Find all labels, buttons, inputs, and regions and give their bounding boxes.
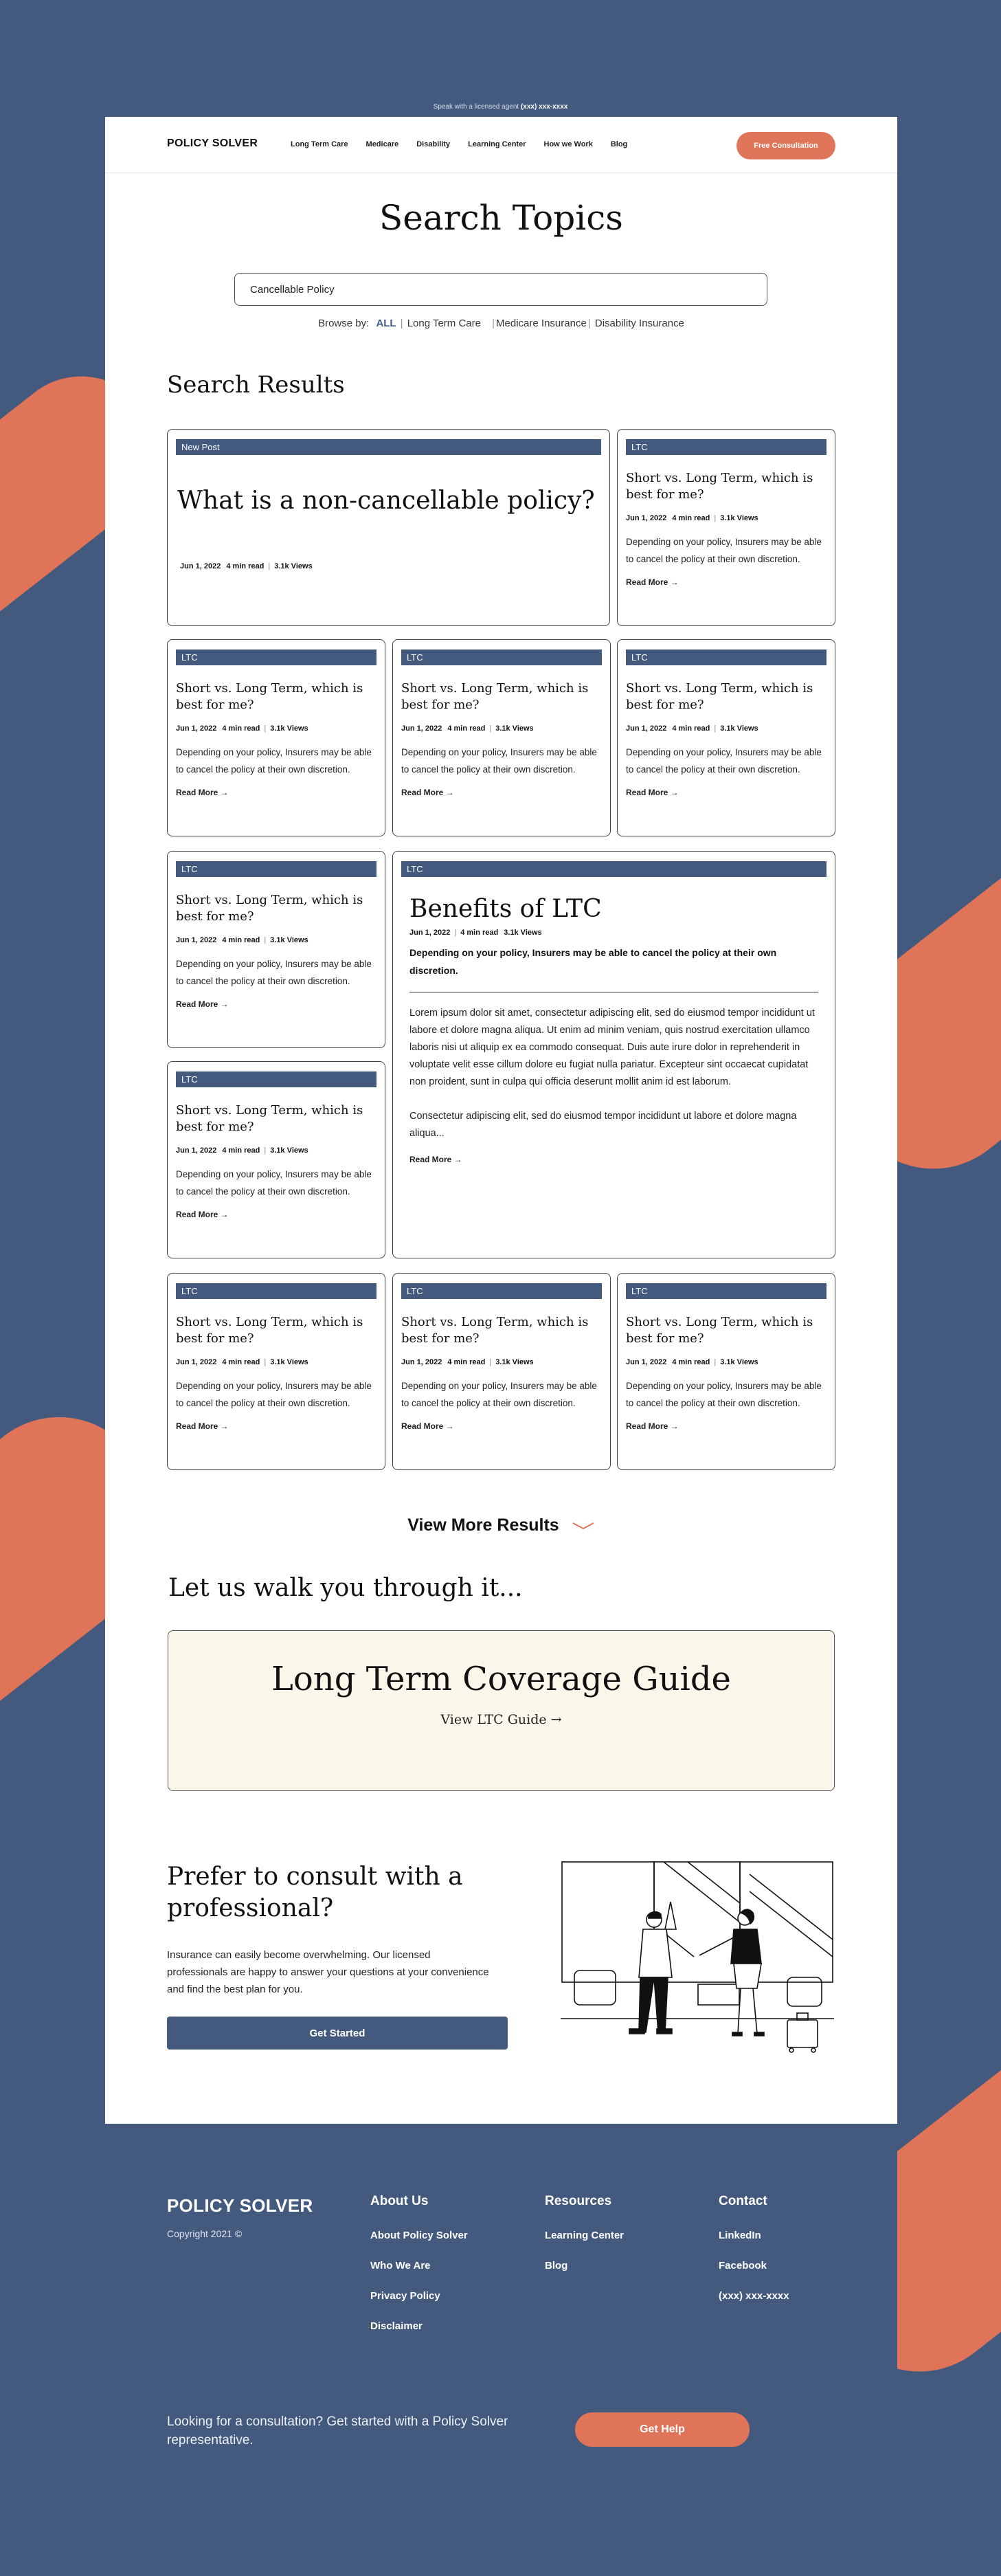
card-read-more-link[interactable]: Read More → xyxy=(626,577,679,587)
card-tag: LTC xyxy=(176,1072,376,1087)
card-read-time: 4 min read xyxy=(447,1358,486,1366)
footer-link-disclaimer[interactable]: Disclaimer xyxy=(370,2320,423,2332)
benefits-body xyxy=(409,1005,818,1142)
card-meta: Jun 1, 2022 4 min read | 3.1k Views xyxy=(626,514,758,522)
nav-disability[interactable]: Disability xyxy=(416,140,451,148)
card-excerpt: Depending on your policy, Insurers may be able to cancel the policy at their own discretion. xyxy=(176,959,372,986)
browse-filter: Browse by: ALL | Long Term Care | Medicare Insurance | Disability Insurance xyxy=(318,318,684,329)
card-tag: LTC xyxy=(626,1283,826,1299)
footer-link-who-we-are[interactable]: Who We Are xyxy=(370,2260,431,2272)
top-announcement xyxy=(0,103,1001,111)
card-date: Jun 1, 2022 xyxy=(176,1358,217,1366)
footer-about-column xyxy=(370,2194,468,2351)
site-logo[interactable]: POLICY SOLVER xyxy=(167,137,258,149)
ltc-card[interactable] xyxy=(617,639,835,836)
footer-contact-heading: Contact xyxy=(719,2194,767,2208)
card-date: Jun 1, 2022 xyxy=(626,514,667,522)
featured-read-time: 4 min read xyxy=(226,562,265,570)
page-title: Search Topics xyxy=(379,198,623,238)
card-excerpt: Depending on your policy, Insurers may be able to cancel the policy at their own discretion. xyxy=(401,1381,597,1408)
view-ltc-guide-link[interactable]: View LTC Guide → xyxy=(440,1712,562,1727)
nav-blog[interactable]: Blog xyxy=(610,140,628,148)
chevron-down-icon xyxy=(572,1521,595,1531)
get-started-button[interactable]: Get Started xyxy=(167,2017,508,2050)
view-more-label: View More Results xyxy=(407,1515,559,1535)
card-date: Jun 1, 2022 xyxy=(401,1358,442,1366)
card-meta: Jun 1, 2022 4 min read | 3.1k Views xyxy=(626,724,758,733)
benefits-tag: LTC xyxy=(401,861,826,877)
main-nav xyxy=(291,140,627,148)
featured-card[interactable] xyxy=(167,429,610,626)
nav-medicare[interactable]: Medicare xyxy=(365,140,399,148)
card-excerpt: Depending on your policy, Insurers may be able to cancel the policy at their own discretion. xyxy=(401,747,597,775)
card-read-time: 4 min read xyxy=(447,724,486,733)
page-container xyxy=(105,117,897,2124)
topbar-prefix: Speak with a licensed agent xyxy=(433,103,519,111)
footer-cta-text: Looking for a consultation? Get started with a Policy Solver representative. xyxy=(167,2414,508,2447)
browse-label: Browse by: xyxy=(318,318,370,329)
card-title[interactable]: Short vs. Long Term, which is best for me? xyxy=(401,1315,589,1346)
footer-link-linkedin[interactable]: LinkedIn xyxy=(719,2230,761,2241)
card-meta: Jun 1, 2022 4 min read | 3.1k Views xyxy=(401,724,534,733)
benefits-views: 3.1k Views xyxy=(504,929,542,937)
site-footer xyxy=(105,2124,897,2474)
footer-link-phone[interactable]: (xxx) xxx-xxxx xyxy=(719,2290,789,2302)
ltc-card[interactable] xyxy=(167,639,385,836)
consultation-illustration xyxy=(561,1861,834,2053)
card-read-more-link[interactable]: Read More → xyxy=(401,1421,454,1431)
ltc-card[interactable] xyxy=(617,1273,835,1470)
footer-resources-heading: Resources xyxy=(545,2194,612,2208)
card-excerpt: Depending on your policy, Insurers may be able to cancel the policy at their own discretion. xyxy=(176,1381,372,1408)
card-title[interactable]: Short vs. Long Term, which is best for me? xyxy=(176,1103,363,1134)
ltc-guide-banner[interactable] xyxy=(168,1630,835,1791)
card-tag: LTC xyxy=(176,861,376,877)
ltc-card[interactable] xyxy=(167,1273,385,1470)
consult-heading: Prefer to consult with a professional? xyxy=(167,1863,463,1922)
filter-disability-insurance[interactable]: Disability Insurance xyxy=(594,318,684,329)
walkthrough-heading: Let us walk you through it... xyxy=(168,1574,523,1602)
card-tag: LTC xyxy=(626,439,826,455)
footer-link-facebook[interactable]: Facebook xyxy=(719,2260,767,2272)
card-date: Jun 1, 2022 xyxy=(176,1146,217,1155)
card-views: 3.1k Views xyxy=(720,724,758,733)
card-read-more-link[interactable]: Read More → xyxy=(401,788,454,797)
ltc-card[interactable] xyxy=(392,1273,611,1470)
ltc-card[interactable] xyxy=(617,429,835,626)
footer-contact-column xyxy=(719,2194,789,2320)
card-read-time: 4 min read xyxy=(222,724,260,733)
card-views: 3.1k Views xyxy=(270,1146,308,1155)
benefits-read-more-link[interactable]: Read More → xyxy=(409,1155,462,1164)
card-title[interactable]: Short vs. Long Term, which is best for me? xyxy=(626,1315,813,1346)
card-views: 3.1k Views xyxy=(720,514,758,522)
card-meta: Jun 1, 2022 4 min read | 3.1k Views xyxy=(401,1358,534,1366)
nav-how-we-work[interactable]: How we Work xyxy=(543,140,593,148)
card-read-more-link[interactable]: Read More → xyxy=(176,788,229,797)
card-excerpt: Depending on your policy, Insurers may be able to cancel the policy at their own discretion. xyxy=(626,1381,822,1408)
card-views: 3.1k Views xyxy=(720,1358,758,1366)
view-more-results-button[interactable] xyxy=(105,1515,897,1535)
card-title[interactable]: Short vs. Long Term, which is best for me? xyxy=(626,681,813,712)
card-date: Jun 1, 2022 xyxy=(176,936,217,944)
card-views: 3.1k Views xyxy=(270,936,308,944)
featured-views: 3.1k Views xyxy=(274,562,313,570)
ltc-card[interactable] xyxy=(392,639,611,836)
consult-text: Insurance can easily become overwhelming. Our licensed professionals are happy to answer your questions at your convenience and find the best plan for you. xyxy=(167,1949,489,1995)
card-title[interactable]: Short vs. Long Term, which is best for me? xyxy=(401,681,589,712)
card-tag: LTC xyxy=(401,649,602,665)
featured-title[interactable]: What is a non-cancellable policy? xyxy=(177,487,595,515)
nav-long-term-care[interactable]: Long Term Care xyxy=(291,140,348,148)
footer-copyright: Copyright 2021 © xyxy=(167,2228,243,2239)
filter-long-term-care[interactable]: Long Term Care xyxy=(407,318,481,329)
card-date: Jun 1, 2022 xyxy=(176,724,217,733)
card-read-time: 4 min read xyxy=(672,1358,710,1366)
topbar-phone[interactable]: (xxx) xxx-xxxx xyxy=(520,103,568,111)
card-title[interactable]: Short vs. Long Term, which is best for me? xyxy=(176,893,363,924)
guide-title: Long Term Coverage Guide xyxy=(271,1660,731,1698)
card-read-more-link[interactable]: Read More → xyxy=(176,1421,229,1431)
card-excerpt: Depending on your policy, Insurers may be able to cancel the policy at their own discretion. xyxy=(626,537,822,564)
nav-learning-center[interactable]: Learning Center xyxy=(468,140,526,148)
filter-all[interactable]: ALL xyxy=(376,318,396,329)
benefits-lead: Depending on your policy, Insurers may be able to cancel the policy at their own discretion. xyxy=(409,947,777,976)
card-views: 3.1k Views xyxy=(495,724,534,733)
card-tag: LTC xyxy=(176,1283,376,1299)
free-consultation-button[interactable]: Free Consultation xyxy=(736,132,835,159)
card-meta: Jun 1, 2022 4 min read | 3.1k Views xyxy=(626,1358,758,1366)
card-views: 3.1k Views xyxy=(495,1358,534,1366)
card-meta: Jun 1, 2022 4 min read | 3.1k Views xyxy=(176,936,308,944)
card-title[interactable]: Short vs. Long Term, which is best for me? xyxy=(626,471,813,502)
card-tag: LTC xyxy=(401,1283,602,1299)
site-header xyxy=(105,117,897,173)
card-tag: LTC xyxy=(626,649,826,665)
footer-about-heading: About Us xyxy=(370,2194,429,2208)
card-title[interactable]: Short vs. Long Term, which is best for me? xyxy=(176,1315,363,1346)
featured-tag: New Post xyxy=(176,439,601,455)
card-meta: Jun 1, 2022 4 min read | 3.1k Views xyxy=(176,724,308,733)
footer-resources-column xyxy=(545,2194,624,2290)
card-views: 3.1k Views xyxy=(270,1358,308,1366)
card-read-time: 4 min read xyxy=(222,1146,260,1155)
footer-link-privacy-policy[interactable]: Privacy Policy xyxy=(370,2290,440,2302)
benefits-title[interactable]: Benefits of LTC xyxy=(409,895,602,923)
card-date: Jun 1, 2022 xyxy=(626,1358,667,1366)
card-date: Jun 1, 2022 xyxy=(401,724,442,733)
card-read-more-link[interactable]: Read More → xyxy=(626,1421,679,1431)
card-meta: Jun 1, 2022 4 min read | 3.1k Views xyxy=(176,1146,308,1155)
footer-link-about-policy-solver[interactable]: About Policy Solver xyxy=(370,2230,468,2241)
benefits-read-time: 4 min read xyxy=(460,929,499,937)
footer-link-blog[interactable]: Blog xyxy=(545,2260,568,2272)
footer-logo[interactable]: POLICY SOLVER xyxy=(167,2195,313,2216)
card-excerpt: Depending on your policy, Insurers may be able to cancel the policy at their own discretion. xyxy=(176,747,372,775)
card-read-more-link[interactable]: Read More → xyxy=(176,1210,229,1219)
filter-medicare-insurance[interactable]: Medicare Insurance xyxy=(496,318,587,329)
card-tag: LTC xyxy=(176,649,376,665)
card-date: Jun 1, 2022 xyxy=(626,724,667,733)
card-read-time: 4 min read xyxy=(672,724,710,733)
benefits-meta: Jun 1, 2022 | 4 min read 3.1k Views xyxy=(409,929,542,937)
card-read-time: 4 min read xyxy=(222,1358,260,1366)
search-input[interactable]: Cancellable Policy xyxy=(234,273,767,306)
card-excerpt: Depending on your policy, Insurers may be able to cancel the policy at their own discretion. xyxy=(176,1169,372,1197)
benefits-paragraph-1: Lorem ipsum dolor sit amet, consectetur adipiscing elit, sed do eiusmod tempor incididunt ut labore et dolore magna aliqua. Ut enim ad minim veniam, quis nostrud exercitation ullamco laboris nisi ut aliquip ex ea commodo consequat. Duis aute irure dolor in reprehenderit in voluptate velit esse cillum dolore eu fugiat nulla pariatur. Excepteur sint occaecat cupidatat non proident, sunt in culpa qui officia deserunt mollit anim id est laborum. xyxy=(409,1008,815,1087)
get-help-button[interactable]: Get Help xyxy=(575,2412,750,2447)
card-read-more-link[interactable]: Read More → xyxy=(626,788,679,797)
footer-link-learning-center[interactable]: Learning Center xyxy=(545,2230,625,2241)
ltc-card[interactable] xyxy=(167,851,385,1048)
ltc-card[interactable] xyxy=(167,1061,385,1258)
card-excerpt: Depending on your policy, Insurers may be able to cancel the policy at their own discretion. xyxy=(626,747,822,775)
card-title[interactable]: Short vs. Long Term, which is best for me? xyxy=(176,681,363,712)
card-read-time: 4 min read xyxy=(222,936,260,944)
card-read-time: 4 min read xyxy=(672,514,710,522)
featured-meta: Jun 1, 2022 4 min read | 3.1k Views xyxy=(180,562,313,570)
card-read-more-link[interactable]: Read More → xyxy=(176,999,229,1009)
featured-date: Jun 1, 2022 xyxy=(180,562,221,570)
card-views: 3.1k Views xyxy=(270,724,308,733)
card-meta: Jun 1, 2022 4 min read | 3.1k Views xyxy=(176,1358,308,1366)
benefits-card[interactable] xyxy=(392,851,835,1258)
results-heading: Search Results xyxy=(167,371,345,399)
benefits-date: Jun 1, 2022 xyxy=(409,929,451,937)
benefits-paragraph-2: Consectetur adipiscing elit, sed do eiusmod tempor incididunt ut labore et dolore magna aliqua... xyxy=(409,1111,797,1139)
